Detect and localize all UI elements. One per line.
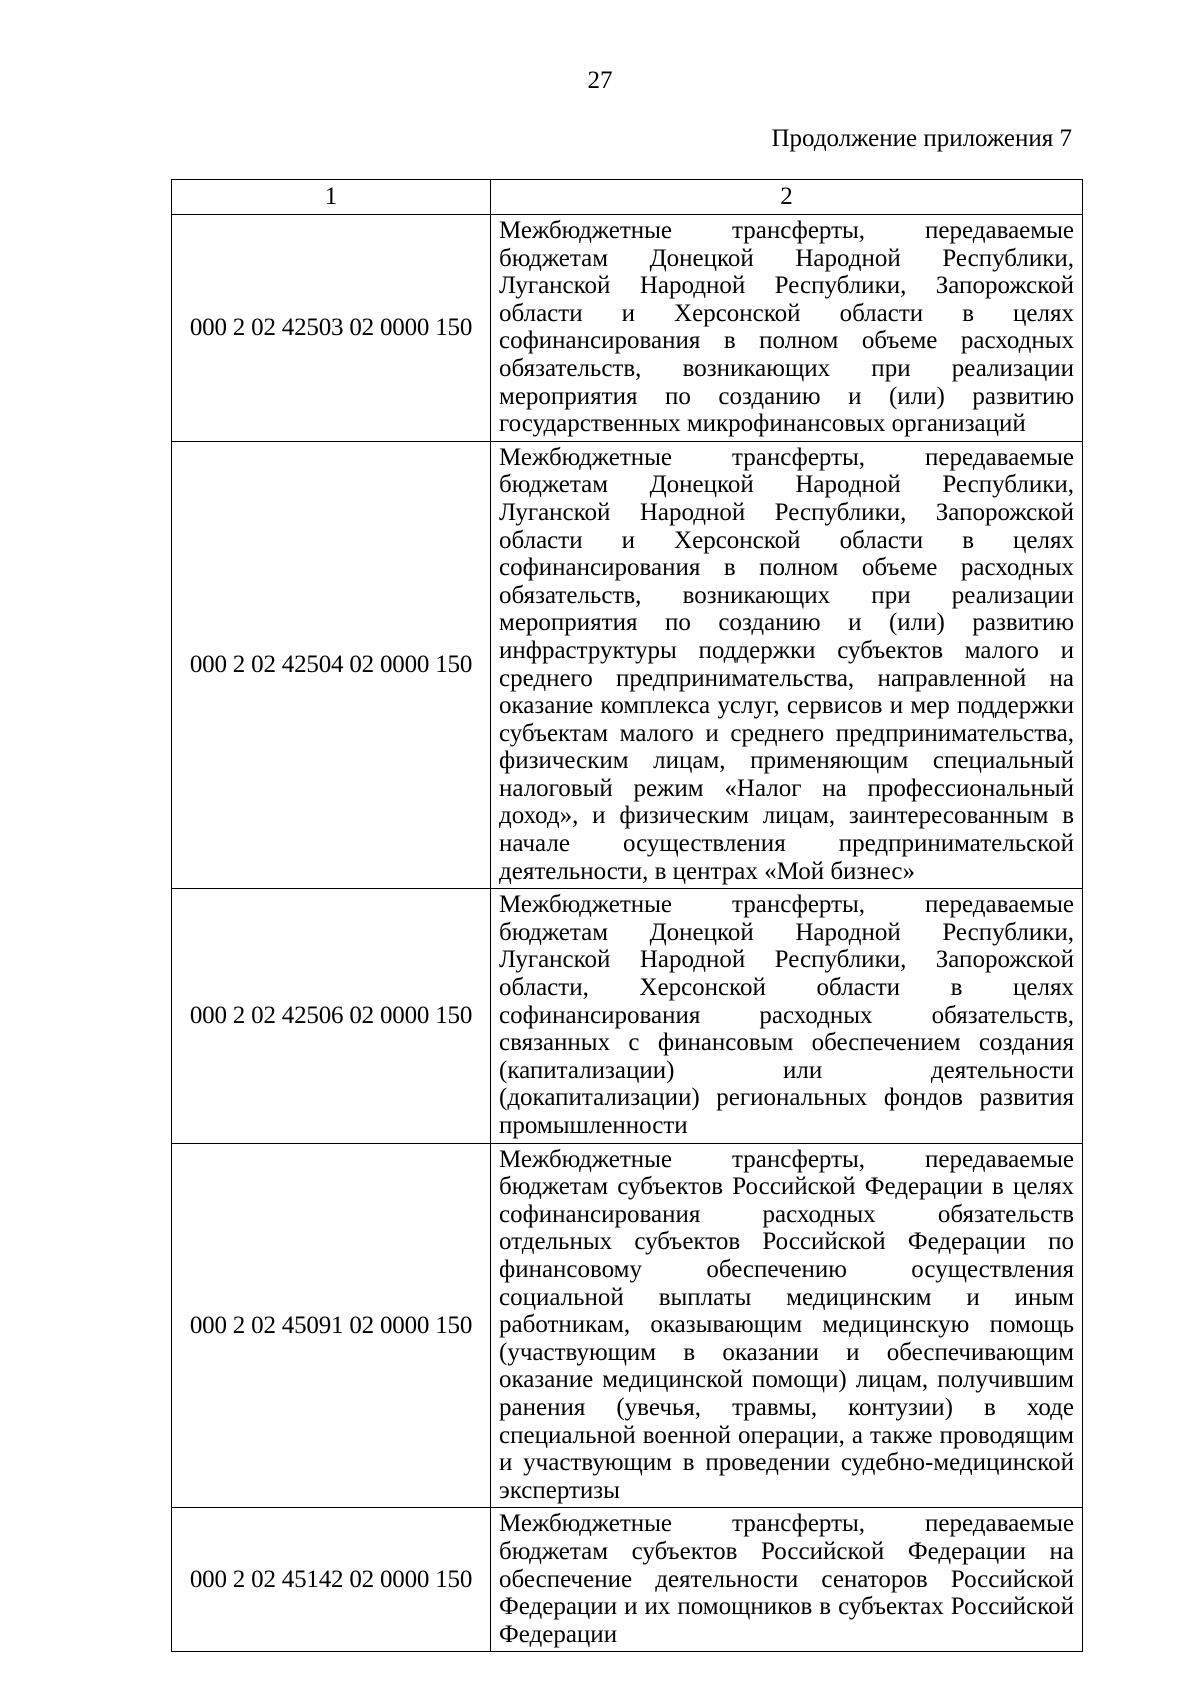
budget-code: 000 2 02 42504 02 0000 150 (189, 651, 473, 679)
budget-code-cell (172, 1508, 491, 1652)
column-header-2: 2 (491, 180, 1083, 215)
page-number: 27 (587, 67, 613, 94)
budget-code: 000 2 02 42503 02 0000 150 (189, 314, 473, 342)
description-cell: Межбюджетные трансферты, передаваемые бюджетам субъектов Российской Федерации на обеспечение деятельности сенаторов Российской Федерации и их помощников в субъектах Российской Федерации (491, 1508, 1083, 1652)
budget-code-cell (172, 441, 491, 889)
table-row (172, 441, 1083, 889)
budget-code: 000 2 02 42506 02 0000 150 (189, 1002, 473, 1030)
description-cell: Межбюджетные трансферты, передаваемые бюджетам Донецкой Народной Республики, Луганской Народной Республики, Запорожской области и Херсонской области в целях софинансирования в полном объеме расходных обязательств, возникающих при реализации мероприятия по созданию и (или) развитию государственных микрофинансовых организаций (491, 215, 1083, 442)
budget-code-cell (172, 215, 491, 442)
budget-code: 000 2 02 45091 02 0000 150 (189, 1311, 473, 1339)
description-cell: Межбюджетные трансферты, передаваемые бюджетам Донецкой Народной Республики, Луганской Народной Республики, Запорожской области, Херсонской области в целях софинансирования расходных обязательств, связанных с финансовым обеспечением создания (капитализации) или деятельности (докапитализации) региональных фондов развития промышленности (491, 889, 1083, 1143)
budget-code-cell (172, 1143, 491, 1508)
table-row (172, 889, 1083, 1143)
table-row (172, 1508, 1083, 1652)
description-cell: Межбюджетные трансферты, передаваемые бюджетам субъектов Российской Федерации в целях софинансирования расходных обязательств отдельных субъектов Российской Федерации по финансовому обеспечению осуществления социальной выплаты медицинским и иным работникам, оказывающим медицинскую помощь (участвующим в оказании и обеспечивающим оказание медицинской помощи) лицам, получившим ранения (увечья, травмы, контузии) в ходе специальной военной операции, а также проводящим и участвующим в проведении судебно-медицинской экспертизы (491, 1143, 1083, 1508)
description-cell: Межбюджетные трансферты, передаваемые бюджетам Донецкой Народной Республики, Луганской Народной Республики, Запорожской области и Херсонской области в целях софинансирования в полном объеме расходных обязательств, возникающих при реализации мероприятия по созданию и (или) развитию инфраструктуры поддержки субъектов малого и среднего предпринимательства, направленной на оказание комплекса услуг, сервисов и мер поддержки субъектам малого и среднего предпринимательства, физическим лицам, применяющим специальный налоговый режим «Налог на профессиональный доход», и физическим лицам, заинтересованным в начале осуществления предпринимательской деятельности, в центрах «Мой бизнес» (491, 441, 1083, 889)
budget-codes-table (171, 179, 1083, 1652)
budget-code: 000 2 02 45142 02 0000 150 (189, 1566, 473, 1593)
table-header-row (172, 180, 1083, 215)
table-row (172, 1143, 1083, 1508)
table-row (172, 215, 1083, 442)
budget-code-cell (172, 889, 491, 1143)
column-header-1: 1 (172, 180, 491, 215)
continuation-label: Продолжение приложения 7 (771, 125, 1072, 152)
